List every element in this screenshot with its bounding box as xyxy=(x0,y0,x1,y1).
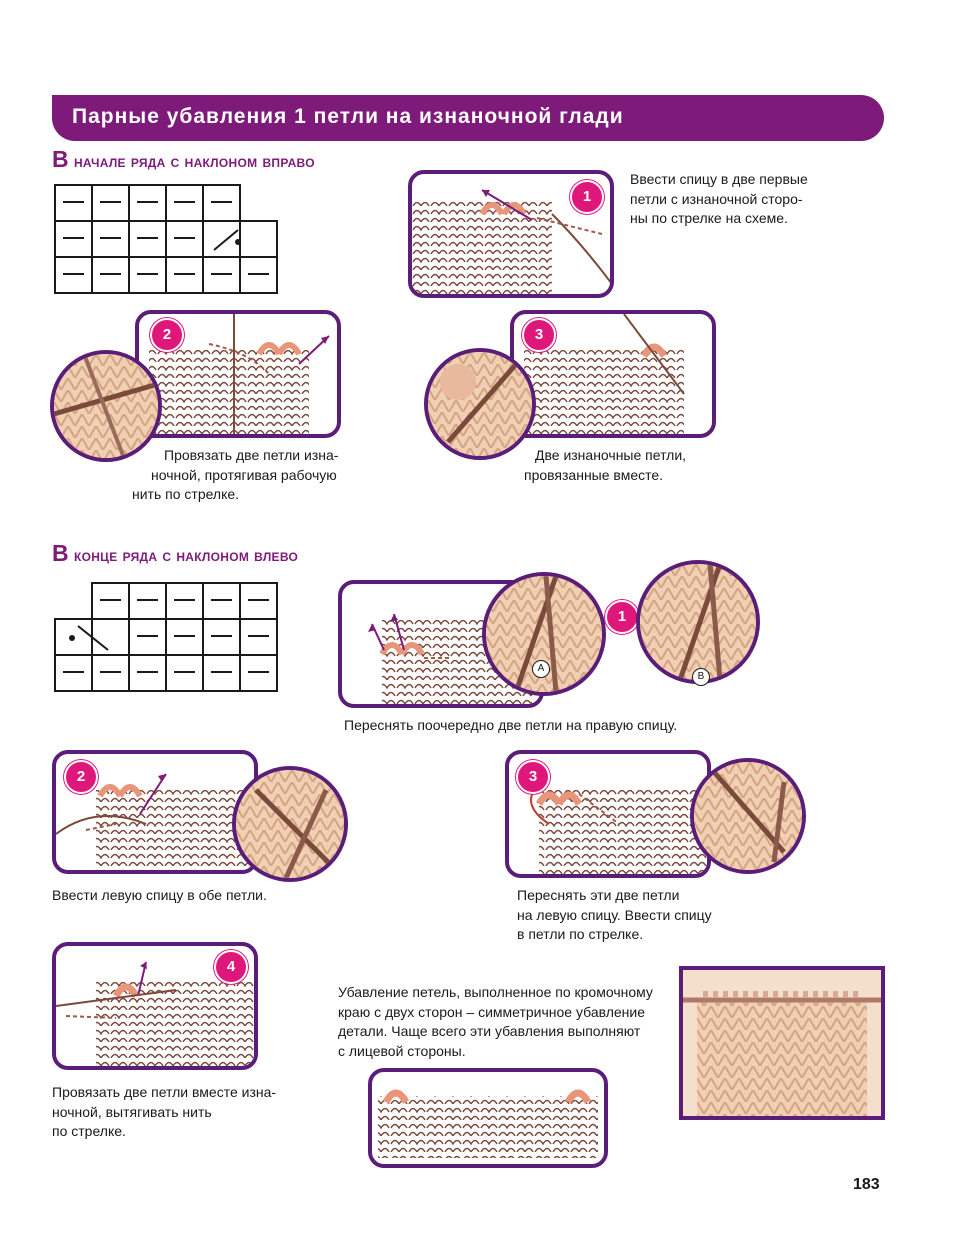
decrease-symbol xyxy=(203,221,277,257)
decrease-symbol-left xyxy=(55,619,129,655)
step1-caption-right: Ввести спицу в две первые петли с изнаночной сторо- ны по стрелке на схеме. xyxy=(630,171,808,226)
step1-badge-left: 1 xyxy=(605,600,639,634)
step3-badge-left: 3 xyxy=(516,760,550,794)
step1-caption-left: Переснять поочередно две петли на правую спицу. xyxy=(344,717,678,733)
step2-badge-right: 2 xyxy=(150,318,184,352)
step2-badge-left: 2 xyxy=(64,760,98,794)
step3-badge-right: 3 xyxy=(522,318,556,352)
stitch-chart-left xyxy=(54,582,278,692)
step2-caption-right: Провязать две петли изна- ночной, протягивая рабочую нить по стрелке. xyxy=(132,447,339,502)
step3-caption-left: Переснять эти две петли на левую спицу. Ввести спицу в петли по стрелке. xyxy=(517,887,712,942)
step2-photo-left xyxy=(232,766,348,882)
sample-photo xyxy=(679,966,885,1120)
step4-caption-left: Провязать две петли вместе изна- ночной, вытягивать нить по стрелке. xyxy=(52,1084,277,1139)
section-heading-right: В начале ряда с наклоном вправо xyxy=(52,146,315,172)
summary-caption: Убавление петель, выполненное по кромочному краю с двух сторон – симметричное убавление детали. Чаще всего эти убавления выполняют с лицевой стороны. xyxy=(338,984,653,1059)
page-banner xyxy=(52,95,884,141)
section-heading-left: В конце ряда с наклоном влево xyxy=(52,540,299,566)
label-a: A xyxy=(532,660,550,678)
step1-photo-b-left xyxy=(636,560,760,684)
stitch-chart-right xyxy=(54,184,278,294)
summary-illustration xyxy=(368,1068,608,1168)
step1-badge-right: 1 xyxy=(570,180,604,214)
page-number: 183 xyxy=(853,1176,880,1193)
step3-photo-right xyxy=(424,348,536,460)
label-b: B xyxy=(692,668,710,686)
step3-photo-left xyxy=(690,758,806,874)
step3-caption-right: Две изнаночные петли, провязанные вместе. xyxy=(524,447,687,483)
step2-caption-left: Ввести левую спицу в обе петли. xyxy=(52,887,267,903)
page-title: Парные убавления 1 петли на изнаночной глади xyxy=(72,105,624,128)
step4-badge-left: 4 xyxy=(214,950,248,984)
